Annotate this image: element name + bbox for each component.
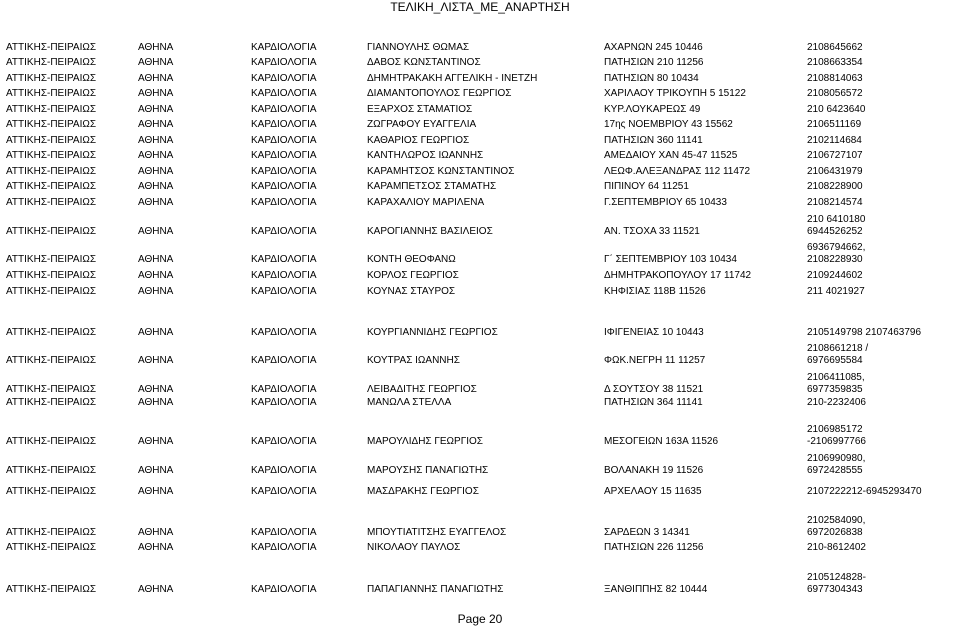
phone-line: 6977304343 [807,584,863,595]
phone-cell [807,178,960,193]
city-cell: ΑΘΗΝΑ [138,327,174,338]
address-cell: ΔΗΜΗΤΡΑΚΟΠΟΥΛΟΥ 17 11742 [604,270,752,281]
table-row [0,85,960,100]
phone-cell [807,449,960,477]
phone-cell [807,85,960,100]
address-cell: ΠΑΤΗΣΙΩΝ 210 11256 [604,57,704,68]
address-cell: ΣΑΡΔΕΩΝ 3 14341 [604,527,690,538]
phone-cell [807,394,960,409]
region-cell: ΑΤΤΙΚΗΣ-ΠΕΙΡΑΙΩΣ [6,486,97,497]
table-row [0,368,960,396]
phone-line: 2106985172 [807,424,863,435]
table-row [0,54,960,69]
city-cell: ΑΘΗΝΑ [138,119,174,130]
region-cell: ΑΤΤΙΚΗΣ-ΠΕΙΡΑΙΩΣ [6,270,97,281]
table-row [0,116,960,131]
region-cell: ΑΤΤΙΚΗΣ-ΠΕΙΡΑΙΩΣ [6,181,97,192]
specialty-cell: ΚΑΡΔΙΟΛΟΓΙΑ [251,584,317,595]
region-cell: ΑΤΤΙΚΗΣ-ΠΕΙΡΑΙΩΣ [6,327,97,338]
phone-cell [807,339,960,367]
city-cell: ΑΘΗΝΑ [138,73,174,84]
specialty-cell: ΚΑΡΔΙΟΛΟΓΙΑ [251,465,317,476]
city-cell: ΑΘΗΝΑ [138,397,174,408]
address-cell: ΞΑΝΘΙΠΠΗΣ 82 10444 [604,584,708,595]
city-cell: ΑΘΗΝΑ [138,226,174,237]
table-row [0,420,960,448]
phone-line: 2105149798 2107463796 [807,327,922,338]
city-cell: ΑΘΗΝΑ [138,465,174,476]
phone-line: 6976695584 [807,355,863,366]
city-cell: ΑΘΗΝΑ [138,150,174,161]
specialty-cell: ΚΑΡΔΙΟΛΟΓΙΑ [251,286,317,297]
city-cell: ΑΘΗΝΑ [138,181,174,192]
table-row [0,210,960,238]
address-cell: ΠΑΤΗΣΙΩΝ 360 11141 [604,135,703,146]
specialty-cell: ΚΑΡΔΙΟΛΟΓΙΑ [251,166,317,177]
table-row [0,267,960,282]
doctor-name-cell: ΚΟΥΡΓΙΑΝΝΙΔΗΣ ΓΕΩΡΓΙΟΣ [367,327,498,338]
doctor-name-cell: ΔΗΜΗΤΡΑΚΑΚΗ ΑΓΓΕΛΙΚΗ - ΙΝΕΤΖΗ [367,73,538,84]
table-row [0,311,960,339]
specialty-cell: ΚΑΡΔΙΟΛΟΓΙΑ [251,397,317,408]
phone-cell [807,568,960,596]
address-cell: ΠΑΤΗΣΙΩΝ 226 11256 [604,542,704,553]
city-cell: ΑΘΗΝΑ [138,166,174,177]
phone-line: 6977359835 [807,384,863,395]
phone-line: 2106411085, [807,372,865,383]
phone-cell [807,116,960,131]
phone-line: -2106997766 [807,436,866,447]
city-cell: ΑΘΗΝΑ [138,286,174,297]
region-cell: ΑΤΤΙΚΗΣ-ΠΕΙΡΑΙΩΣ [6,397,97,408]
city-cell: ΑΘΗΝΑ [138,542,174,553]
address-cell: Δ ΣΟΥΤΣΟΥ 38 11521 [604,384,704,395]
region-cell: ΑΤΤΙΚΗΣ-ΠΕΙΡΑΙΩΣ [6,104,97,115]
doctor-name-cell: ΛΕΙΒΑΔΙΤΗΣ ΓΕΩΡΓΙΟΣ [367,384,477,395]
doctor-name-cell: ΔΑΒΟΣ ΚΩΝΣΤΑΝΤΙΝΟΣ [367,57,481,68]
region-cell: ΑΤΤΙΚΗΣ-ΠΕΙΡΑΙΩΣ [6,57,97,68]
phone-line: 2102584090, [807,515,866,526]
specialty-cell: ΚΑΡΔΙΟΛΟΓΙΑ [251,254,317,265]
phone-line: 2106511169 [807,119,862,130]
table-row [0,339,960,367]
region-cell: ΑΤΤΙΚΗΣ-ΠΕΙΡΑΙΩΣ [6,42,97,53]
address-cell: ΠΑΤΗΣΙΩΝ 364 11141 [604,397,703,408]
city-cell: ΑΘΗΝΑ [138,104,174,115]
region-cell: ΑΤΤΙΚΗΣ-ΠΕΙΡΑΙΩΣ [6,286,97,297]
doctor-name-cell: ΜΑΣΔΡΑΚΗΣ ΓΕΩΡΓΙΟΣ [367,486,479,497]
doctor-name-cell: ΚΑΝΤΗΛΩΡΟΣ ΙΩΑΝΝΗΣ [367,150,484,161]
specialty-cell: ΚΑΡΔΙΟΛΟΓΙΑ [251,104,317,115]
table-row [0,147,960,162]
region-cell: ΑΤΤΙΚΗΣ-ΠΕΙΡΑΙΩΣ [6,584,97,595]
page-number: Page 20 [457,612,503,626]
phone-line: 2108228900 [807,181,863,192]
address-cell: ΚΗΦΙΣΙΑΣ 118Β 11526 [604,286,706,297]
phone-line: 2108645662 [807,42,863,53]
address-cell: Γ΄ ΣΕΠΤΕΜΒΡΙΟΥ 103 10434 [604,254,737,265]
table-row [0,539,960,554]
specialty-cell: ΚΑΡΔΙΟΛΟΓΙΑ [251,181,317,192]
address-cell: 17ης ΝΟΕΜΒΡΙΟΥ 43 15562 [604,119,733,130]
region-cell: ΑΤΤΙΚΗΣ-ΠΕΙΡΑΙΩΣ [6,88,97,99]
doctor-name-cell: ΠΑΠΑΓΙΑΝΝΗΣ ΠΑΝΑΓΙΩΤΗΣ [367,584,504,595]
phone-cell [807,70,960,85]
phone-cell [807,54,960,69]
region-cell: ΑΤΤΙΚΗΣ-ΠΕΙΡΑΙΩΣ [6,135,97,146]
address-cell: ΑΜΕΔΑΙΟΥ ΧΑΝ 45-47 11525 [604,150,738,161]
specialty-cell: ΚΑΡΔΙΟΛΟΓΙΑ [251,436,317,447]
doctor-name-cell: ΓΙΑΝΝΟΥΛΗΣ ΘΩΜΑΣ [367,42,470,53]
address-cell: ΦΩΚ.ΝΕΓΡΗ 11 11257 [604,355,706,366]
phone-cell [807,311,960,339]
region-cell: ΑΤΤΙΚΗΣ-ΠΕΙΡΑΙΩΣ [6,527,97,538]
phone-line: 2108228930 [807,254,863,265]
city-cell: ΑΘΗΝΑ [138,486,174,497]
phone-cell [807,511,960,539]
phone-line: 210 6410180 [807,214,866,225]
phone-cell [807,368,960,396]
city-cell: ΑΘΗΝΑ [138,197,174,208]
table-row [0,449,960,477]
document-title: ΤΕΛΙΚΗ_ΛΙΣΤΑ_ΜΕ_ΑΝΑΡΤΗΣΗ [390,0,570,14]
table-row [0,394,960,409]
address-cell: ΒΟΛΑΝΑΚΗ 19 11526 [604,465,704,476]
phone-cell [807,163,960,178]
city-cell: ΑΘΗΝΑ [138,527,174,538]
phone-line: 210-2232406 [807,397,866,408]
doctor-name-cell: ΜΑΡΟΥΣΗΣ ΠΑΝΑΓΙΩΤΗΣ [367,465,489,476]
table-row [0,132,960,147]
specialty-cell: ΚΑΡΔΙΟΛΟΓΙΑ [251,135,317,146]
specialty-cell: ΚΑΡΔΙΟΛΟΓΙΑ [251,119,317,130]
doctor-name-cell: ΚΑΡΟΓΙΑΝΝΗΣ ΒΑΣΙΛΕΙΟΣ [367,226,493,237]
doctor-name-cell: ΚΟΥΤΡΑΣ ΙΩΑΝΝΗΣ [367,355,460,366]
address-cell: ΠΙΠΙΝΟΥ 64 11251 [604,181,689,192]
region-cell: ΑΤΤΙΚΗΣ-ΠΕΙΡΑΙΩΣ [6,254,97,265]
doctor-name-cell: ΜΑΝΩΛΑ ΣΤΕΛΛΑ [367,397,452,408]
address-cell: ΑΡΧΕΛΑΟΥ 15 11635 [604,486,702,497]
specialty-cell: ΚΑΡΔΙΟΛΟΓΙΑ [251,42,317,53]
city-cell: ΑΘΗΝΑ [138,254,174,265]
phone-line: 6972428555 [807,465,863,476]
table-row [0,483,960,498]
doctor-name-cell: ΚΟΡΛΟΣ ΓΕΩΡΓΙΟΣ [367,270,459,281]
region-cell: ΑΤΤΙΚΗΣ-ΠΕΙΡΑΙΩΣ [6,226,97,237]
doctor-name-cell: ΚΟΥΝΑΣ ΣΤΑΥΡΟΣ [367,286,456,297]
phone-cell [807,194,960,209]
city-cell: ΑΘΗΝΑ [138,436,174,447]
table-row [0,568,960,596]
region-cell: ΑΤΤΙΚΗΣ-ΠΕΙΡΑΙΩΣ [6,150,97,161]
phone-line: 2106431979 [807,166,863,177]
city-cell: ΑΘΗΝΑ [138,57,174,68]
specialty-cell: ΚΑΡΔΙΟΛΟΓΙΑ [251,527,317,538]
phone-cell [807,132,960,147]
region-cell: ΑΤΤΙΚΗΣ-ΠΕΙΡΑΙΩΣ [6,465,97,476]
address-cell: ΧΑΡΙΛΑΟΥ ΤΡΙΚΟΥΠΗ 5 15122 [604,88,746,99]
region-cell: ΑΤΤΙΚΗΣ-ΠΕΙΡΑΙΩΣ [6,436,97,447]
table-row [0,178,960,193]
city-cell: ΑΘΗΝΑ [138,135,174,146]
table-row [0,194,960,209]
address-cell: ΠΑΤΗΣΙΩΝ 80 10434 [604,73,699,84]
phone-line: 211 4021927 [807,286,865,297]
address-cell: ΙΦΙΓΕΝΕΙΑΣ 10 10443 [604,327,704,338]
doctor-name-cell: ΔΙΑΜΑΝΤΟΠΟΥΛΟΣ ΓΕΩΡΓΙΟΣ [367,88,512,99]
doctor-name-cell: ΕΞΑΡΧΟΣ ΣΤΑΜΑΤΙΟΣ [367,104,473,115]
region-cell: ΑΤΤΙΚΗΣ-ΠΕΙΡΑΙΩΣ [6,355,97,366]
table-row [0,511,960,539]
region-cell: ΑΤΤΙΚΗΣ-ΠΕΙΡΑΙΩΣ [6,384,97,395]
table-row [0,238,960,266]
phone-line: 2108661218 / [807,343,869,354]
address-cell: ΑΝ. ΤΣΟΧΑ 33 11521 [604,226,700,237]
phone-cell [807,238,960,266]
specialty-cell: ΚΑΡΔΙΟΛΟΓΙΑ [251,150,317,161]
address-cell: Γ.ΣΕΠΤΕΜΒΡΙΟΥ 65 10433 [604,197,727,208]
specialty-cell: ΚΑΡΔΙΟΛΟΓΙΑ [251,73,317,84]
city-cell: ΑΘΗΝΑ [138,42,174,53]
specialty-cell: ΚΑΡΔΙΟΛΟΓΙΑ [251,355,317,366]
phone-line: 6936794662, [807,242,866,253]
phone-line: 2108814063 [807,73,863,84]
region-cell: ΑΤΤΙΚΗΣ-ΠΕΙΡΑΙΩΣ [6,197,97,208]
table-row [0,39,960,54]
phone-line: 2102114684 [807,135,862,146]
specialty-cell: ΚΑΡΔΙΟΛΟΓΙΑ [251,384,317,395]
phone-line: 2106990980, [807,453,866,464]
region-cell: ΑΤΤΙΚΗΣ-ΠΕΙΡΑΙΩΣ [6,119,97,130]
table-row [0,101,960,116]
doctor-name-cell: ΚΑΡΑΧΑΛΙΟΥ ΜΑΡΙΛΕΝΑ [367,197,485,208]
phone-line: 2108663354 [807,57,863,68]
region-cell: ΑΤΤΙΚΗΣ-ΠΕΙΡΑΙΩΣ [6,542,97,553]
city-cell: ΑΘΗΝΑ [138,270,174,281]
phone-cell [807,210,960,238]
doctor-name-cell: ΚΑΡΑΜΠΕΤΣΟΣ ΣΤΑΜΑΤΗΣ [367,181,497,192]
specialty-cell: ΚΑΡΔΙΟΛΟΓΙΑ [251,88,317,99]
specialty-cell: ΚΑΡΔΙΟΛΟΓΙΑ [251,542,317,553]
phone-line: 2108056572 [807,88,863,99]
table-row [0,163,960,178]
phone-line: 210 6423640 [807,104,866,115]
doctor-name-cell: ΚΟΝΤΗ ΘΕΟΦΑΝΩ [367,254,456,265]
doctor-name-cell: ΝΙΚΟΛΑΟΥ ΠΑΥΛΟΣ [367,542,461,553]
city-cell: ΑΘΗΝΑ [138,584,174,595]
table-row [0,283,960,298]
phone-line: 210-8612402 [807,542,866,553]
phone-line: 6944526252 [807,226,863,237]
phone-line: 2105124828- [807,572,866,583]
doctor-name-cell: ΜΑΡΟΥΛΙΔΗΣ ΓΕΩΡΓΙΟΣ [367,436,483,447]
region-cell: ΑΤΤΙΚΗΣ-ΠΕΙΡΑΙΩΣ [6,166,97,177]
phone-cell [807,39,960,54]
phone-cell [807,539,960,554]
specialty-cell: ΚΑΡΔΙΟΛΟΓΙΑ [251,327,317,338]
table-row [0,70,960,85]
phone-cell [807,420,960,448]
phone-cell [807,283,960,298]
doctor-name-cell: ΜΠΟΥΤΙΑΤΙΤΣΗΣ ΕΥΑΓΓΕΛΟΣ [367,527,507,538]
phone-line: 2107222212-6945293470 [807,486,922,497]
city-cell: ΑΘΗΝΑ [138,88,174,99]
address-cell: ΛΕΩΦ.ΑΛΕΞΑΝΔΡΑΣ 112 11472 [604,166,751,177]
phone-cell [807,483,960,498]
phone-cell [807,101,960,116]
address-cell: ΑΧΑΡΝΩΝ 245 10446 [604,42,703,53]
city-cell: ΑΘΗΝΑ [138,355,174,366]
phone-cell [807,147,960,162]
address-cell: ΚΥΡ.ΛΟΥΚΑΡΕΩΣ 49 [604,104,701,115]
specialty-cell: ΚΑΡΔΙΟΛΟΓΙΑ [251,270,317,281]
doctor-name-cell: ΚΑΘΑΡΙΟΣ ΓΕΩΡΓΙΟΣ [367,135,470,146]
specialty-cell: ΚΑΡΔΙΟΛΟΓΙΑ [251,197,317,208]
doctor-name-cell: ΖΩΓΡΑΦΟΥ ΕΥΑΓΓΕΛΙΑ [367,119,477,130]
phone-line: 2108214574 [807,197,863,208]
address-cell: ΜΕΣΟΓΕΙΩΝ 163Α 11526 [604,436,719,447]
doctor-name-cell: ΚΑΡΑΜΗΤΣΟΣ ΚΩΝΣΤΑΝΤΙΝΟΣ [367,166,515,177]
specialty-cell: ΚΑΡΔΙΟΛΟΓΙΑ [251,226,317,237]
phone-cell [807,267,960,282]
phone-line: 2109244602 [807,270,863,281]
region-cell: ΑΤΤΙΚΗΣ-ΠΕΙΡΑΙΩΣ [6,73,97,84]
specialty-cell: ΚΑΡΔΙΟΛΟΓΙΑ [251,57,317,68]
specialty-cell: ΚΑΡΔΙΟΛΟΓΙΑ [251,486,317,497]
phone-line: 6972026838 [807,527,863,538]
phone-line: 2106727107 [807,150,863,161]
city-cell: ΑΘΗΝΑ [138,384,174,395]
